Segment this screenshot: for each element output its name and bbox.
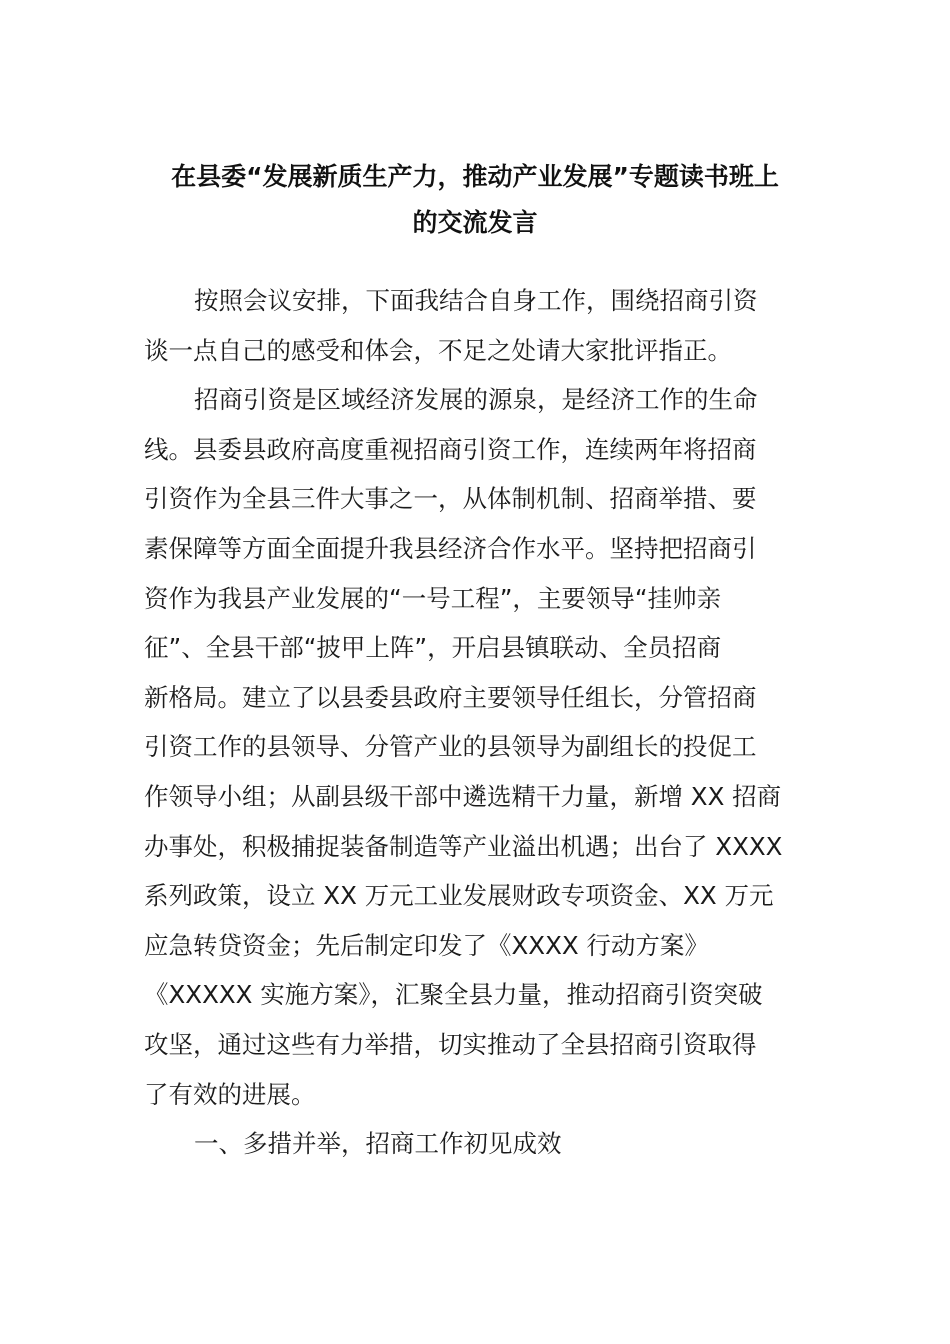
- title-line: 在县委“发展新质生产力，推动产业发展”专题读书班上: [171, 162, 779, 191]
- paragraph-line: 引资工作的县领导、分管产业的县领导为副组长的投促工: [144, 732, 757, 762]
- paragraph-line: 办事处，积极捕捉装备制造等产业溢出机遇；出台了 XXXX: [144, 831, 783, 861]
- paragraph-line: 征”、全县干部“披甲上阵”，开启县镇联动、全员招商: [144, 633, 722, 663]
- paragraph-line: 招商引资是区域经济发展的源泉，是经济工作的生命: [194, 385, 758, 415]
- paragraph-line: 系列政策，设立 XX 万元工业发展财政专项资金、XX 万元: [144, 881, 774, 911]
- paragraph-line: 攻坚，通过这些有力举措，切实推动了全县招商引资取得: [144, 1029, 757, 1059]
- paragraph-line: 引资作为全县三件大事之一，从体制机制、招商举措、要: [144, 484, 757, 514]
- paragraph-line: 谈一点自己的感受和体会，不足之处请大家批评指正。: [144, 335, 732, 365]
- title-line: 的交流发言: [412, 208, 538, 237]
- paragraph-line: 《XXXXX 实施方案》，汇聚全县力量，推动招商引资突破: [144, 980, 763, 1010]
- paragraph-line: 资作为我县产业发展的“一号工程”，主要领导“挂帅亲: [144, 583, 722, 613]
- paragraph-line: 作领导小组；从副县级干部中遴选精干力量，新增 XX 招商: [144, 781, 782, 811]
- paragraph-line: 按照会议安排，下面我结合自身工作，围绕招商引资: [194, 286, 758, 315]
- paragraph-line: 线。县委县政府高度重视招商引资工作，连续两年将招商: [144, 434, 757, 464]
- paragraph-line: 新格局。建立了以县委县政府主要领导任组长，分管招商: [144, 682, 757, 712]
- paragraph-line: 了有效的进展。: [144, 1079, 316, 1109]
- paragraph-line: 素保障等方面全面提升我县经济合作水平。坚持把招商引: [144, 533, 757, 563]
- section-heading: 一、多措并举，招商工作初见成效: [194, 1129, 562, 1159]
- paragraph-line: 应急转贷资金；先后制定印发了《XXXX 行动方案》: [144, 930, 709, 960]
- document-body: [144, 276, 814, 1169]
- document-title: [140, 154, 810, 246]
